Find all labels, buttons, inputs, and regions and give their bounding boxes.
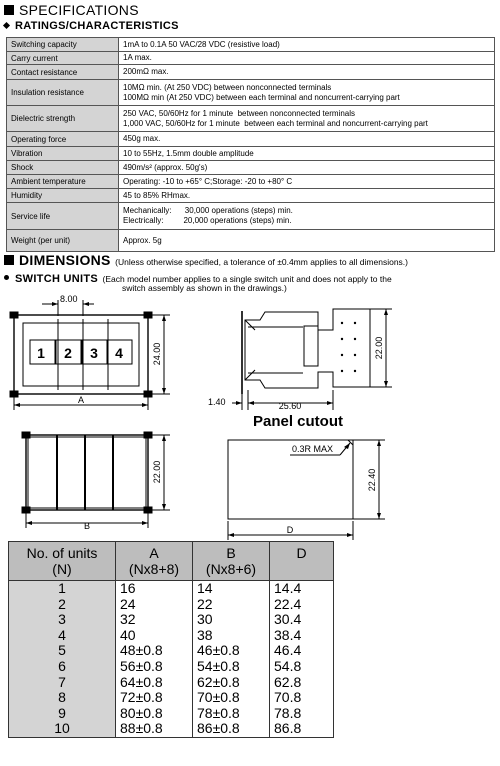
dim-b: B	[83, 521, 91, 531]
units-cell: 9	[9, 706, 116, 722]
units-cell: 70.8	[270, 690, 334, 706]
rating-value-line: Mechanically: 30,000 operations (steps) min.	[123, 206, 293, 215]
units-row	[9, 706, 334, 722]
units-header-line: (Nx8+6)	[205, 561, 257, 577]
units-row	[9, 628, 334, 644]
rating-value	[119, 38, 495, 52]
units-column-header	[116, 542, 193, 581]
rating-value-line: 10 to 55Hz, 1.5mm double amplitude	[123, 148, 254, 158]
rating-value-line: 1mA to 0.1A 50 VAC/28 VDC (resistive load)	[123, 39, 280, 49]
units-cell: 30	[193, 612, 270, 628]
rating-value	[119, 106, 495, 132]
units-cell: 5	[9, 643, 116, 659]
units-header-line: B	[226, 545, 236, 561]
units-cell: 10	[9, 721, 116, 737]
rating-label: Dielectric strength	[7, 106, 119, 132]
ratings-row	[7, 161, 495, 175]
units-cell: 64±0.8	[116, 675, 193, 691]
units-column-header	[270, 542, 334, 581]
units-cell: 4	[9, 628, 116, 644]
units-header-line: D	[296, 545, 307, 561]
units-cell: 14	[193, 581, 270, 597]
rating-label: Vibration	[7, 147, 119, 161]
rating-value-line: 1A max.	[123, 53, 152, 62]
rating-label: Service life	[7, 203, 119, 230]
units-row	[9, 659, 334, 675]
connector-pins	[341, 322, 356, 372]
units-cell: 46±0.8	[193, 643, 270, 659]
units-row	[9, 581, 334, 597]
units-cell: 88±0.8	[116, 721, 193, 737]
units-row	[9, 721, 334, 737]
rating-value	[119, 80, 495, 106]
dim-d: D	[286, 525, 294, 535]
ratings-row	[7, 106, 495, 132]
units-row	[9, 612, 334, 628]
units-header-line: A	[149, 545, 159, 561]
rating-value	[119, 147, 495, 161]
rating-value-line: Electrically: 20,000 operations (steps) min.	[123, 216, 292, 225]
ratings-row	[7, 203, 495, 230]
rating-value-line: 490m/s² (approx. 50g's)	[123, 162, 208, 172]
rating-value-line: 450g max.	[123, 134, 161, 143]
rating-label: Contact resistance	[7, 65, 119, 80]
rating-label: Ambient temperature	[7, 175, 119, 189]
round-bullet-icon	[4, 275, 9, 280]
diamond-bullet-icon	[3, 22, 10, 29]
unit-number-3: 3	[90, 345, 98, 361]
ratings-row	[7, 147, 495, 161]
bottom-view	[22, 432, 170, 528]
rating-label: Humidity	[7, 189, 119, 203]
units-cell: 16	[116, 581, 193, 597]
ratings-row	[7, 65, 495, 80]
units-cell: 48±0.8	[116, 643, 193, 659]
ratings-row	[7, 52, 495, 65]
rating-value	[119, 175, 495, 189]
specifications-heading: SPECIFICATIONS	[4, 2, 139, 18]
units-header-line: (N)	[52, 561, 72, 577]
rating-label: Insulation resistance	[7, 80, 119, 106]
ratings-row	[7, 175, 495, 189]
rating-value	[119, 189, 495, 203]
rating-label: Weight (per unit)	[7, 230, 119, 252]
dim-a: A	[77, 395, 85, 405]
dim-25-60: 25.60	[278, 401, 302, 411]
rating-value	[119, 230, 495, 252]
ratings-row	[7, 189, 495, 203]
rating-value-line: Approx. 5g	[123, 235, 162, 245]
dimensions-note: (Unless otherwise specified, a tolerance of ±0.4mm applies to all dimensions.)	[115, 257, 408, 267]
rating-value	[119, 132, 495, 147]
rating-value-line: 250 VAC, 50/60Hz for 1 minute between nonconnected terminals	[123, 108, 355, 118]
square-bullet-icon	[4, 5, 14, 15]
units-cell: 80±0.8	[116, 706, 193, 722]
units-cell: 32	[116, 612, 193, 628]
units-cell: 40	[116, 628, 193, 644]
units-cell: 8	[9, 690, 116, 706]
units-row	[9, 597, 334, 613]
units-cell: 78±0.8	[193, 706, 270, 722]
rating-label: Shock	[7, 161, 119, 175]
rating-value-line: 200mΩ max.	[123, 67, 169, 76]
units-header-line: (Nx8+8)	[128, 561, 180, 577]
rating-value-line: 100MΩ min (At 250 VDC) between each terminal and noncurrent-carrying part	[123, 92, 400, 102]
rating-value-line: 10MΩ min. (At 250 VDC) between nonconnected terminals	[123, 82, 332, 92]
units-cell: 54.8	[270, 659, 334, 675]
units-cell: 7	[9, 675, 116, 691]
units-row	[9, 675, 334, 691]
rating-label: Carry current	[7, 52, 119, 65]
units-cell: 54±0.8	[193, 659, 270, 675]
units-cell: 22	[193, 597, 270, 613]
units-cell: 62±0.8	[193, 675, 270, 691]
units-cell: 24	[116, 597, 193, 613]
ratings-heading: RATINGS/CHARACTERISTICS	[0, 20, 179, 32]
units-cell: 30.4	[270, 612, 334, 628]
switch-units-heading: SWITCH UNITS (Each model number applies to a single switch unit and does not apply to the	[0, 269, 392, 287]
switch-unit-drawing	[0, 290, 500, 540]
units-cell: 3	[9, 612, 116, 628]
rating-value	[119, 65, 495, 80]
units-row	[9, 690, 334, 706]
rating-label: Switching capacity	[7, 38, 119, 52]
ratings-row	[7, 230, 495, 252]
units-table	[8, 541, 334, 738]
dim-1-40: 1.40	[208, 397, 226, 407]
units-column-header	[9, 542, 116, 581]
units-cell: 46.4	[270, 643, 334, 659]
units-cell: 56±0.8	[116, 659, 193, 675]
dimensions-heading: DIMENSIONS (Unless otherwise specified, a tolerance of ±0.4mm applies to all dimensions.)	[4, 252, 408, 270]
units-header-line	[270, 561, 333, 577]
ratings-row	[7, 132, 495, 147]
units-cell: 6	[9, 659, 116, 675]
units-cell: 22.4	[270, 597, 334, 613]
panel-cutout-label: Panel cutout	[252, 413, 344, 430]
units-cell: 14.4	[270, 581, 334, 597]
ratings-row	[7, 38, 495, 52]
square-bullet-icon	[4, 255, 14, 265]
units-cell: 1	[9, 581, 116, 597]
units-cell: 86±0.8	[193, 721, 270, 737]
units-cell: 38.4	[270, 628, 334, 644]
unit-number-4: 4	[115, 345, 123, 361]
dim-24-00: 24.00	[152, 342, 162, 366]
panel-cutout	[228, 440, 385, 540]
switch-units-note-1: (Each model number applies to a single switch unit and does not apply to the	[102, 274, 392, 284]
units-cell: 78.8	[270, 706, 334, 722]
dim-8-00: 8.00	[60, 294, 78, 304]
rating-value-line: 45 to 85% RHmax.	[123, 190, 191, 200]
units-cell: 2	[9, 597, 116, 613]
rating-value	[119, 52, 495, 65]
units-cell: 38	[193, 628, 270, 644]
switch-units-note-2: switch assembly as shown in the drawings.)	[122, 283, 287, 293]
units-row	[9, 643, 334, 659]
dim-22-40: 22.40	[367, 468, 377, 492]
unit-number-1: 1	[37, 345, 45, 361]
dim-22-00-side: 22.00	[374, 336, 384, 360]
unit-number-2: 2	[64, 345, 72, 361]
ratings-row	[7, 80, 495, 106]
rating-value	[119, 161, 495, 175]
units-cell: 70±0.8	[193, 690, 270, 706]
dim-22-00-bottom: 22.00	[152, 460, 162, 484]
radius-label: 0.3R MAX	[292, 444, 334, 454]
units-cell: 86.8	[270, 721, 334, 737]
units-header-line: No. of units	[26, 545, 98, 561]
ratings-table	[6, 37, 495, 252]
side-view	[232, 309, 392, 410]
units-cell: 62.8	[270, 675, 334, 691]
units-cell: 72±0.8	[116, 690, 193, 706]
units-column-header	[193, 542, 270, 581]
rating-value	[119, 203, 495, 230]
rating-value-line: Operating: -10 to +65° C;Storage: -20 to +80° C	[123, 176, 293, 186]
rating-label: Operating force	[7, 132, 119, 147]
rating-value-line: 1,000 VAC, 50/60Hz for 1 minute between each terminal and noncurrent-carrying part	[123, 118, 428, 128]
